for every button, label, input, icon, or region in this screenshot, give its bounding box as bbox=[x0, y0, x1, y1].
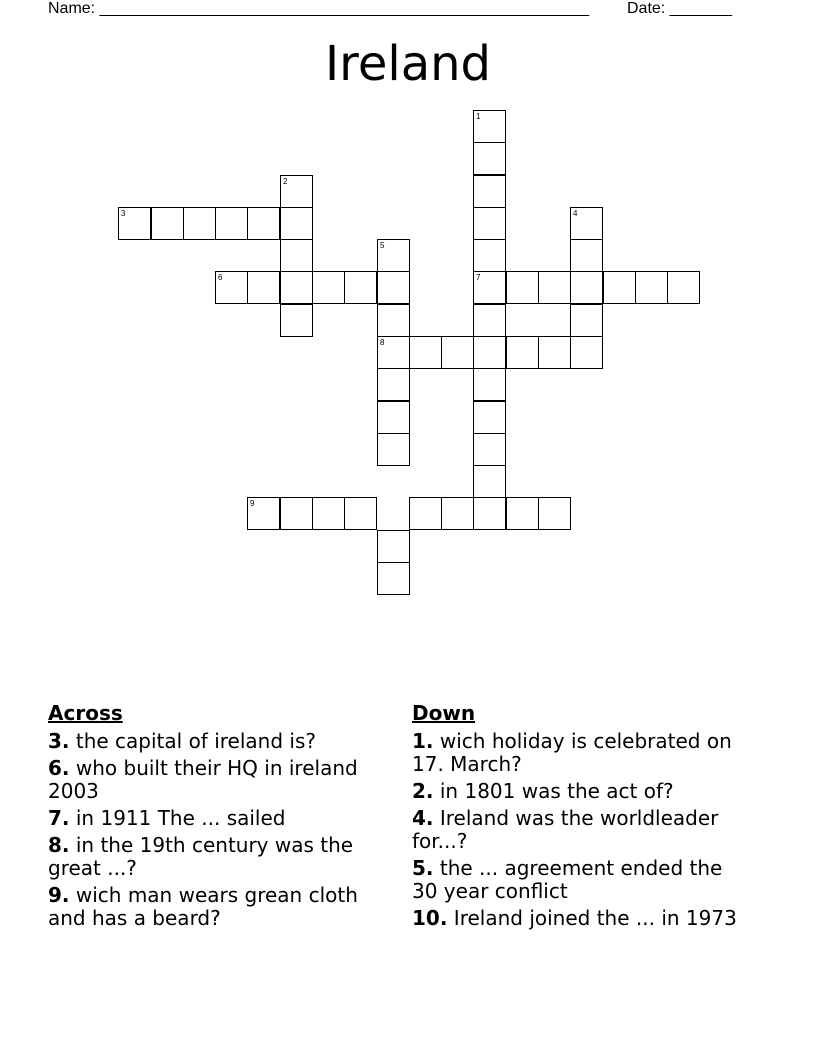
across-heading: Across bbox=[48, 701, 123, 725]
clue-number: 9. bbox=[48, 883, 70, 907]
across-clues bbox=[48, 702, 393, 934]
clue-number: 10. bbox=[412, 906, 448, 930]
grid-cell[interactable] bbox=[603, 271, 636, 304]
grid-cell[interactable] bbox=[538, 497, 571, 530]
grid-cell[interactable] bbox=[377, 271, 410, 304]
name-field-label: Name: _______________________________________________________ bbox=[48, 0, 589, 17]
grid-cell[interactable] bbox=[473, 304, 506, 337]
grid-cell[interactable] bbox=[344, 497, 377, 530]
grid-cell[interactable] bbox=[473, 239, 506, 272]
clue-number: 8. bbox=[48, 833, 70, 857]
grid-cell[interactable] bbox=[635, 271, 668, 304]
grid-cell[interactable] bbox=[506, 336, 539, 369]
cell-number: 2 bbox=[283, 177, 288, 186]
grid-cell[interactable] bbox=[312, 497, 345, 530]
clue-text: wich holiday is celebrated on 17. March? bbox=[412, 729, 732, 776]
grid-cell[interactable] bbox=[473, 336, 506, 369]
grid-cell[interactable] bbox=[280, 175, 313, 208]
cell-number: 1 bbox=[476, 112, 481, 121]
grid-cell[interactable] bbox=[506, 271, 539, 304]
cell-number: 9 bbox=[250, 499, 255, 508]
grid-cell[interactable] bbox=[377, 336, 410, 369]
grid-cell[interactable] bbox=[377, 530, 410, 563]
grid-cell[interactable] bbox=[247, 497, 280, 530]
grid-cell[interactable] bbox=[377, 401, 410, 434]
grid-cell[interactable] bbox=[280, 207, 313, 240]
grid-cell[interactable] bbox=[473, 465, 506, 498]
puzzle-title: Ireland bbox=[324, 36, 491, 92]
clue-text: in 1911 The ... sailed bbox=[69, 806, 286, 830]
grid-cell[interactable] bbox=[280, 497, 313, 530]
grid-cell[interactable] bbox=[151, 207, 184, 240]
grid-cell[interactable] bbox=[344, 271, 377, 304]
grid-cell[interactable] bbox=[473, 433, 506, 466]
grid-cell[interactable] bbox=[473, 142, 506, 175]
grid-cell[interactable] bbox=[473, 175, 506, 208]
clue-text: in the 19th century was the great ...? bbox=[48, 833, 354, 880]
clue-across-8 bbox=[48, 834, 393, 880]
grid-cell[interactable] bbox=[247, 207, 280, 240]
grid-cell[interactable] bbox=[473, 497, 506, 530]
grid-cell[interactable] bbox=[538, 271, 571, 304]
clue-number: 1. bbox=[412, 729, 434, 753]
grid-cell[interactable] bbox=[570, 207, 603, 240]
cell-number: 4 bbox=[573, 209, 578, 218]
clue-across-6 bbox=[48, 757, 393, 803]
cell-number: 6 bbox=[218, 273, 223, 282]
grid-cell[interactable] bbox=[377, 433, 410, 466]
grid-cell[interactable] bbox=[409, 336, 442, 369]
grid-cell[interactable] bbox=[183, 207, 216, 240]
grid-cell[interactable] bbox=[247, 271, 280, 304]
clue-number: 3. bbox=[48, 729, 70, 753]
cell-number: 8 bbox=[380, 338, 385, 347]
cell-number: 3 bbox=[121, 209, 126, 218]
cell-number: 5 bbox=[380, 241, 385, 250]
clue-down-5 bbox=[412, 857, 752, 903]
grid-cell[interactable] bbox=[377, 304, 410, 337]
clue-text: wich man wears grean cloth and has a beard? bbox=[48, 883, 358, 930]
cell-number: 7 bbox=[476, 273, 481, 282]
grid-cell[interactable] bbox=[118, 207, 151, 240]
clue-text: in 1801 was the act of? bbox=[433, 779, 674, 803]
grid-cell[interactable] bbox=[215, 207, 248, 240]
clue-text: the capital of ireland is? bbox=[69, 729, 316, 753]
grid-cell[interactable] bbox=[312, 271, 345, 304]
grid-cell[interactable] bbox=[473, 271, 506, 304]
grid-cell[interactable] bbox=[473, 401, 506, 434]
grid-cell[interactable] bbox=[473, 110, 506, 143]
clue-number: 2. bbox=[412, 779, 434, 803]
clue-number: 6. bbox=[48, 756, 70, 780]
down-clues bbox=[412, 702, 752, 934]
grid-cell[interactable] bbox=[215, 271, 248, 304]
clue-down-2 bbox=[412, 780, 752, 803]
clue-number: 5. bbox=[412, 856, 434, 880]
grid-cell[interactable] bbox=[473, 368, 506, 401]
down-heading: Down bbox=[412, 701, 476, 725]
clue-text: Ireland joined the ... in 1973 bbox=[447, 906, 737, 930]
grid-cell[interactable] bbox=[441, 497, 474, 530]
clue-text: who built their HQ in ireland 2003 bbox=[48, 756, 358, 803]
clue-text: Ireland was the worldleader for...? bbox=[412, 806, 719, 853]
grid-cell[interactable] bbox=[538, 336, 571, 369]
grid-cell[interactable] bbox=[570, 304, 603, 337]
grid-cell[interactable] bbox=[570, 239, 603, 272]
grid-cell[interactable] bbox=[506, 497, 539, 530]
date-field-label: Date: _______ bbox=[627, 0, 732, 17]
clue-across-3 bbox=[48, 730, 393, 753]
grid-cell[interactable] bbox=[570, 336, 603, 369]
clue-across-9 bbox=[48, 884, 393, 930]
clue-number: 4. bbox=[412, 806, 434, 830]
grid-cell[interactable] bbox=[280, 239, 313, 272]
grid-cell[interactable] bbox=[473, 207, 506, 240]
grid-cell[interactable] bbox=[280, 271, 313, 304]
grid-cell[interactable] bbox=[377, 368, 410, 401]
clue-number: 7. bbox=[48, 806, 70, 830]
grid-cell[interactable] bbox=[667, 271, 700, 304]
clue-down-1 bbox=[412, 730, 752, 776]
clue-down-4 bbox=[412, 807, 752, 853]
clue-down-10 bbox=[412, 907, 752, 930]
grid-cell[interactable] bbox=[570, 271, 603, 304]
grid-cell[interactable] bbox=[441, 336, 474, 369]
grid-cell[interactable] bbox=[280, 304, 313, 337]
grid-cell[interactable] bbox=[409, 497, 442, 530]
grid-cell[interactable] bbox=[377, 239, 410, 272]
grid-cell[interactable] bbox=[377, 562, 410, 595]
clue-text: the ... agreement ended the 30 year conflict bbox=[412, 856, 723, 903]
clue-across-7 bbox=[48, 807, 393, 830]
